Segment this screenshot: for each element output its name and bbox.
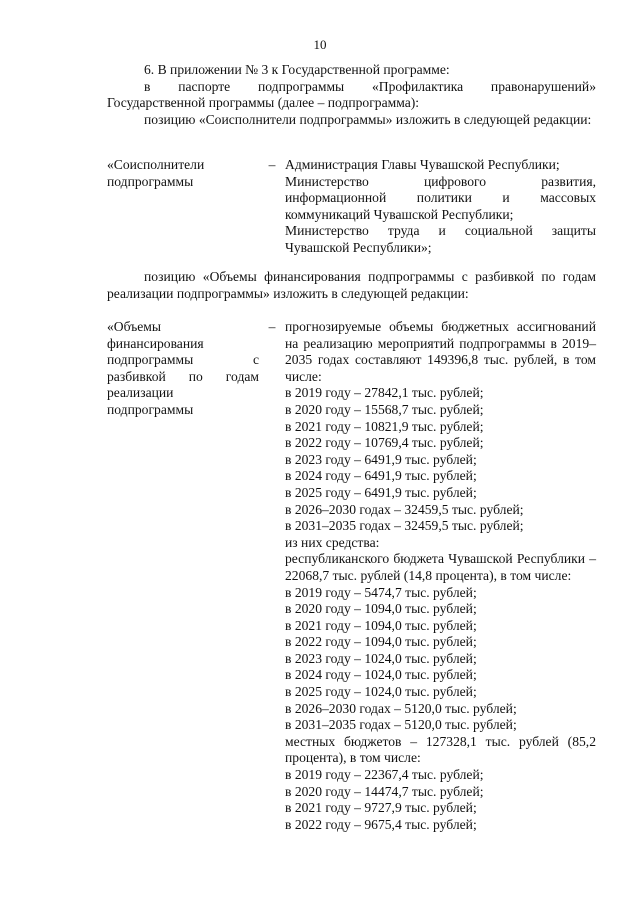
funding-dash: – <box>268 319 276 334</box>
total-year-item: в 2025 году – 6491,9 тыс. рублей; <box>285 484 477 500</box>
coexecutor-item: Администрация Главы Чувашской Республики; <box>285 157 560 172</box>
funding-total-text: прогнозируемые объемы бюджетных ассигнований на реализацию мероприятий подпрограммы в 2019–2035 годах составляют 149396,8 тыс. рублей, в том числе: <box>285 319 596 384</box>
republic-year-item: в 2026–2030 годах – 5120,0 тыс. рублей; <box>285 700 517 716</box>
intro-passport-line: в паспорте подпрограммы «Профилактика правонарушений» Государственной программы (далее – подпрограмма): <box>107 78 596 111</box>
total-year-item: в 2024 году – 6491,9 тыс. рублей; <box>285 468 477 484</box>
local-budget-text: местных бюджетов – 127328,1 тыс. рублей (85,2 процента), в том числе: <box>285 733 596 766</box>
intro-item-line: 6. В приложении № 3 к Государственной программе: <box>144 62 450 77</box>
total-year-item: в 2019 году – 27842,1 тыс. рублей; <box>285 385 484 401</box>
coexecutors-list <box>285 157 596 257</box>
republic-year-item: в 2020 году – 1094,0 тыс. рублей; <box>285 601 477 617</box>
intro-position-line: позицию «Соисполнители подпрограммы» изложить в следующей редакции: <box>144 111 592 127</box>
coexecutors-dash: – <box>268 157 276 172</box>
total-year-item: в 2026–2030 годах – 32459,5 тыс. рублей; <box>285 501 524 517</box>
local-year-item: в 2020 году – 14474,7 тыс. рублей; <box>285 783 484 799</box>
funding-details <box>285 319 596 833</box>
page-number: 10 <box>313 37 327 52</box>
republic-year-item: в 2031–2035 годах – 5120,0 тыс. рублей; <box>285 717 517 733</box>
republic-year-item: в 2019 году – 5474,7 тыс. рублей; <box>285 584 477 600</box>
total-year-item: в 2031–2035 годах – 32459,5 тыс. рублей; <box>285 518 524 534</box>
local-year-item: в 2019 году – 22367,4 тыс. рублей; <box>285 767 484 783</box>
coexecutor-item: Министерство цифрового развития, информационной политики и массовых коммуникаций Чувашской Республики; <box>285 173 596 222</box>
funding-sources-heading: из них средства: <box>285 534 380 550</box>
republic-year-item: в 2023 году – 1024,0 тыс. рублей; <box>285 650 477 666</box>
total-year-item: в 2023 году – 6491,9 тыс. рублей; <box>285 451 477 467</box>
local-year-item: в 2021 году – 9727,9 тыс. рублей; <box>285 800 477 816</box>
funding-intro: позицию «Объемы финансирования подпрограммы с разбивкой по годам реализации подпрограммы» изложить в следующей редакции: <box>107 269 596 301</box>
total-year-item: в 2022 году – 10769,4 тыс. рублей; <box>285 435 484 451</box>
local-year-item: в 2022 году – 9675,4 тыс. рублей; <box>285 816 477 832</box>
republic-year-item: в 2024 году – 1024,0 тыс. рублей; <box>285 667 477 683</box>
republic-budget-text: республиканского бюджета Чувашской Республики – 22068,7 тыс. рублей (14,8 процента), в том числе: <box>285 551 596 583</box>
coexecutors-label: «Соисполнители подпрограммы <box>107 157 205 189</box>
total-year-item: в 2020 году – 15568,7 тыс. рублей; <box>285 401 484 417</box>
intro-section <box>107 62 596 128</box>
republic-year-item: в 2021 году – 1094,0 тыс. рублей; <box>285 617 477 633</box>
republic-year-item: в 2025 году – 1024,0 тыс. рублей; <box>285 684 477 700</box>
coexecutor-item: Министерство труда и социальной защиты Чувашской Республики»; <box>285 223 596 255</box>
republic-year-item: в 2022 году – 1094,0 тыс. рублей; <box>285 634 477 650</box>
funding-label: «Объемы финансирования подпрограммы с разбивкой по годам реализации подпрограммы <box>107 319 259 417</box>
total-year-item: в 2021 году – 10821,9 тыс. рублей; <box>285 418 484 434</box>
